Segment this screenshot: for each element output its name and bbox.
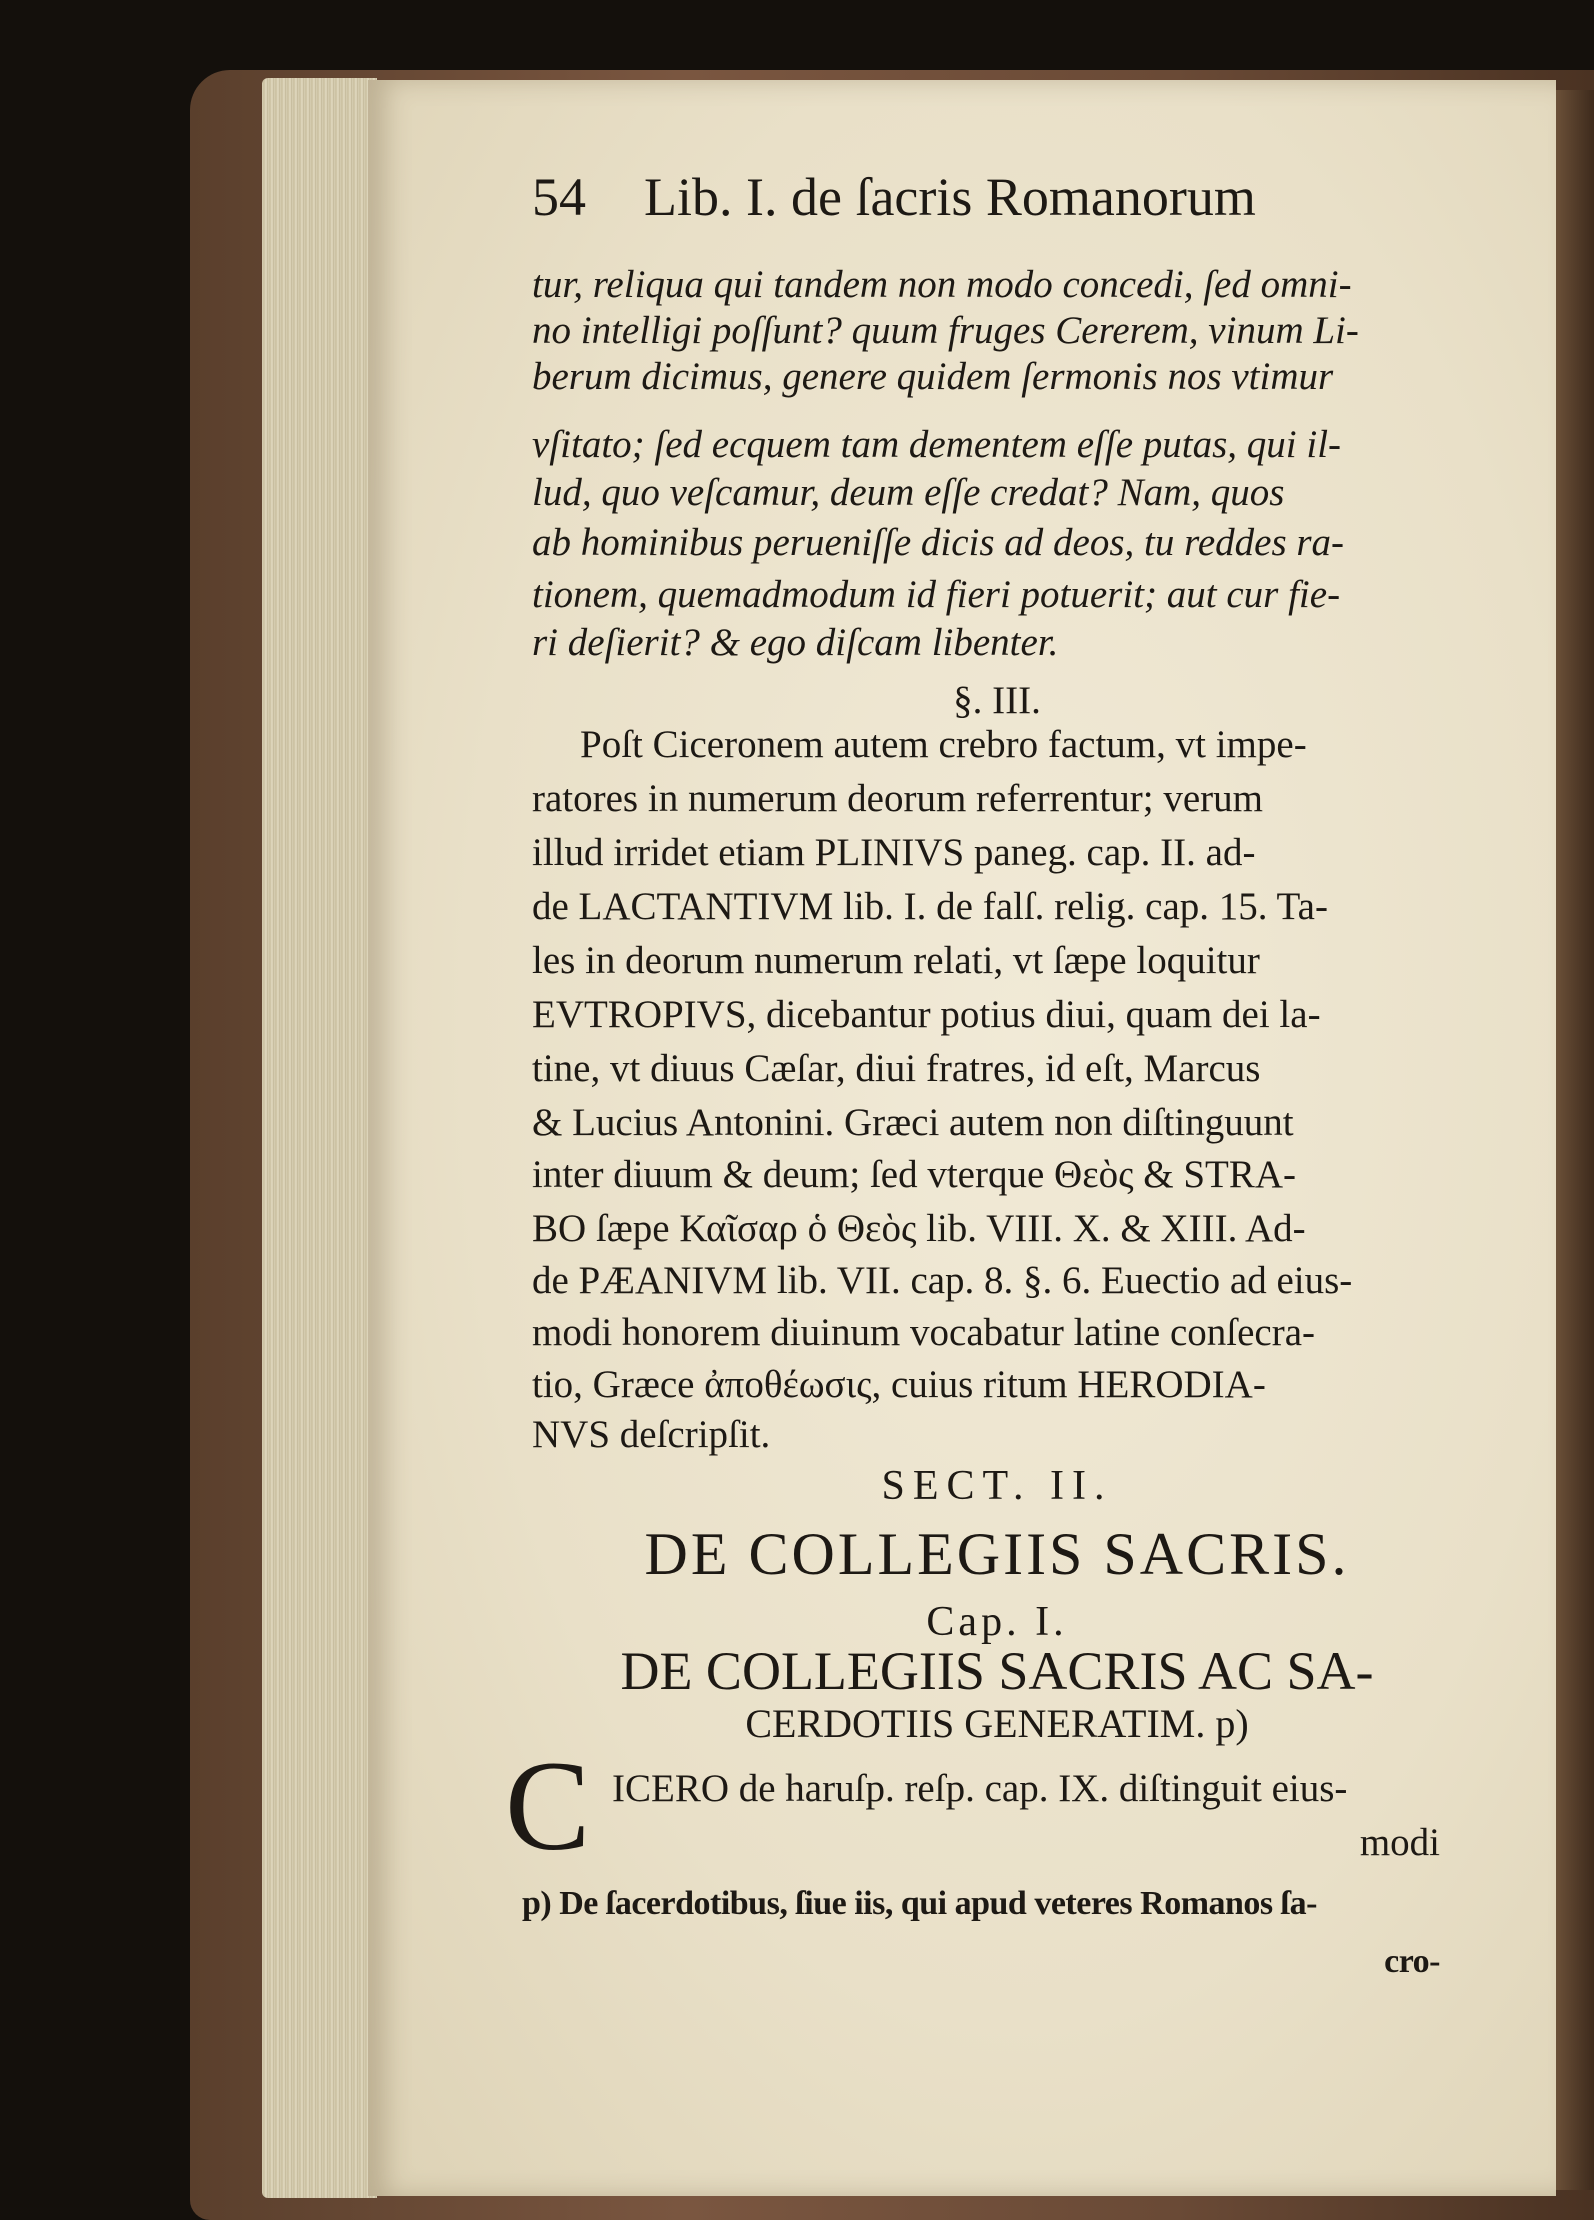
text-line: modi honorem diuinum vocabatur latine conſecra- [532, 1311, 1315, 1354]
page-edges [262, 78, 377, 2198]
text-line: lud, quo veſcamur, deum eſſe credat? Nam, quos [532, 471, 1285, 514]
chapter-title-line-2: CERDOTIIS GENERATIM. p) [745, 1701, 1249, 1746]
text-line: tio, Græce ἀποθέωσις, cuius ritum HERODIA- [532, 1363, 1266, 1406]
text-line: berum dicimus, genere quidem ſermonis nos vtimur [532, 355, 1334, 398]
text-line: EVTROPIVS, dicebantur potius diui, quam dei la- [532, 993, 1321, 1036]
text-line: illud irridet etiam PLINIVS paneg. cap. II. ad- [532, 831, 1256, 874]
text-line: & Lucius Antonini. Græci autem non diſtinguunt [532, 1101, 1294, 1144]
text-line: Poſt Ciceronem autem crebro factum, vt impe- [580, 723, 1307, 766]
chapter-heading: Cap. I. [926, 1599, 1068, 1645]
text-line: NVS deſcripſit. [532, 1413, 771, 1456]
page-number: 54 [532, 167, 586, 227]
section-mark: §. III. [953, 679, 1041, 722]
chapter-catchword: modi [1359, 1821, 1440, 1864]
footnote-line: p) De ſacerdotibus, ſiue iis, qui apud veteres Romanos ſa- [522, 1885, 1317, 1922]
running-title: Lib. I. de ſacris Romanorum [644, 167, 1256, 227]
section-heading: SECT. II. [881, 1463, 1113, 1509]
text-line: vſitato; ſed ecquem tam dementem eſſe putas, qui il- [532, 423, 1342, 466]
footnote-catchword: cro- [1384, 1943, 1440, 1980]
page-header [532, 166, 1332, 228]
text-line: ratores in numerum deorum referrentur; verum [532, 777, 1263, 820]
text-line: les in deorum numerum relati, vt ſæpe loquitur [532, 939, 1260, 982]
right-page-edge [1556, 90, 1594, 2190]
text-line: BO ſæpe Καῖσαρ ὁ Θεὸς lib. VIII. X. & XIII. Ad- [532, 1207, 1306, 1250]
section-title: DE COLLEGIIS SACRIS. [644, 1521, 1350, 1587]
text-line: tine, vt diuus Cæſar, diui fratres, id eſt, Marcus [532, 1047, 1261, 1090]
text-line: de PÆANIVM lib. VII. cap. 8. §. 6. Euectio ad eius- [532, 1259, 1353, 1302]
text-line: de LACTANTIVM lib. I. de falſ. relig. cap. 15. Ta- [532, 885, 1328, 928]
text-line: ri deſierit? & ego diſcam libenter. [532, 621, 1059, 664]
chapter-title-line-1: DE COLLEGIIS SACRIS AC SA- [620, 1641, 1374, 1701]
text-line: tionem, quemadmodum id fieri potuerit; aut cur fie- [532, 573, 1341, 616]
chapter-first-line: ICERO de haruſp. reſp. cap. IX. diſtinguit eius- [612, 1767, 1348, 1810]
drop-cap: C [505, 1735, 591, 1877]
text-line: tur, reliqua qui tandem non modo concedi, ſed omni- [532, 263, 1352, 306]
text-line: inter diuum & deum; ſed vterque Θεὸς & STRA- [532, 1153, 1297, 1196]
text-line: ab hominibus perueniſſe dicis ad deos, tu reddes ra- [532, 521, 1345, 564]
text-line: no intelligi poſſunt? quum fruges Cererem, vinum Li- [532, 309, 1359, 352]
